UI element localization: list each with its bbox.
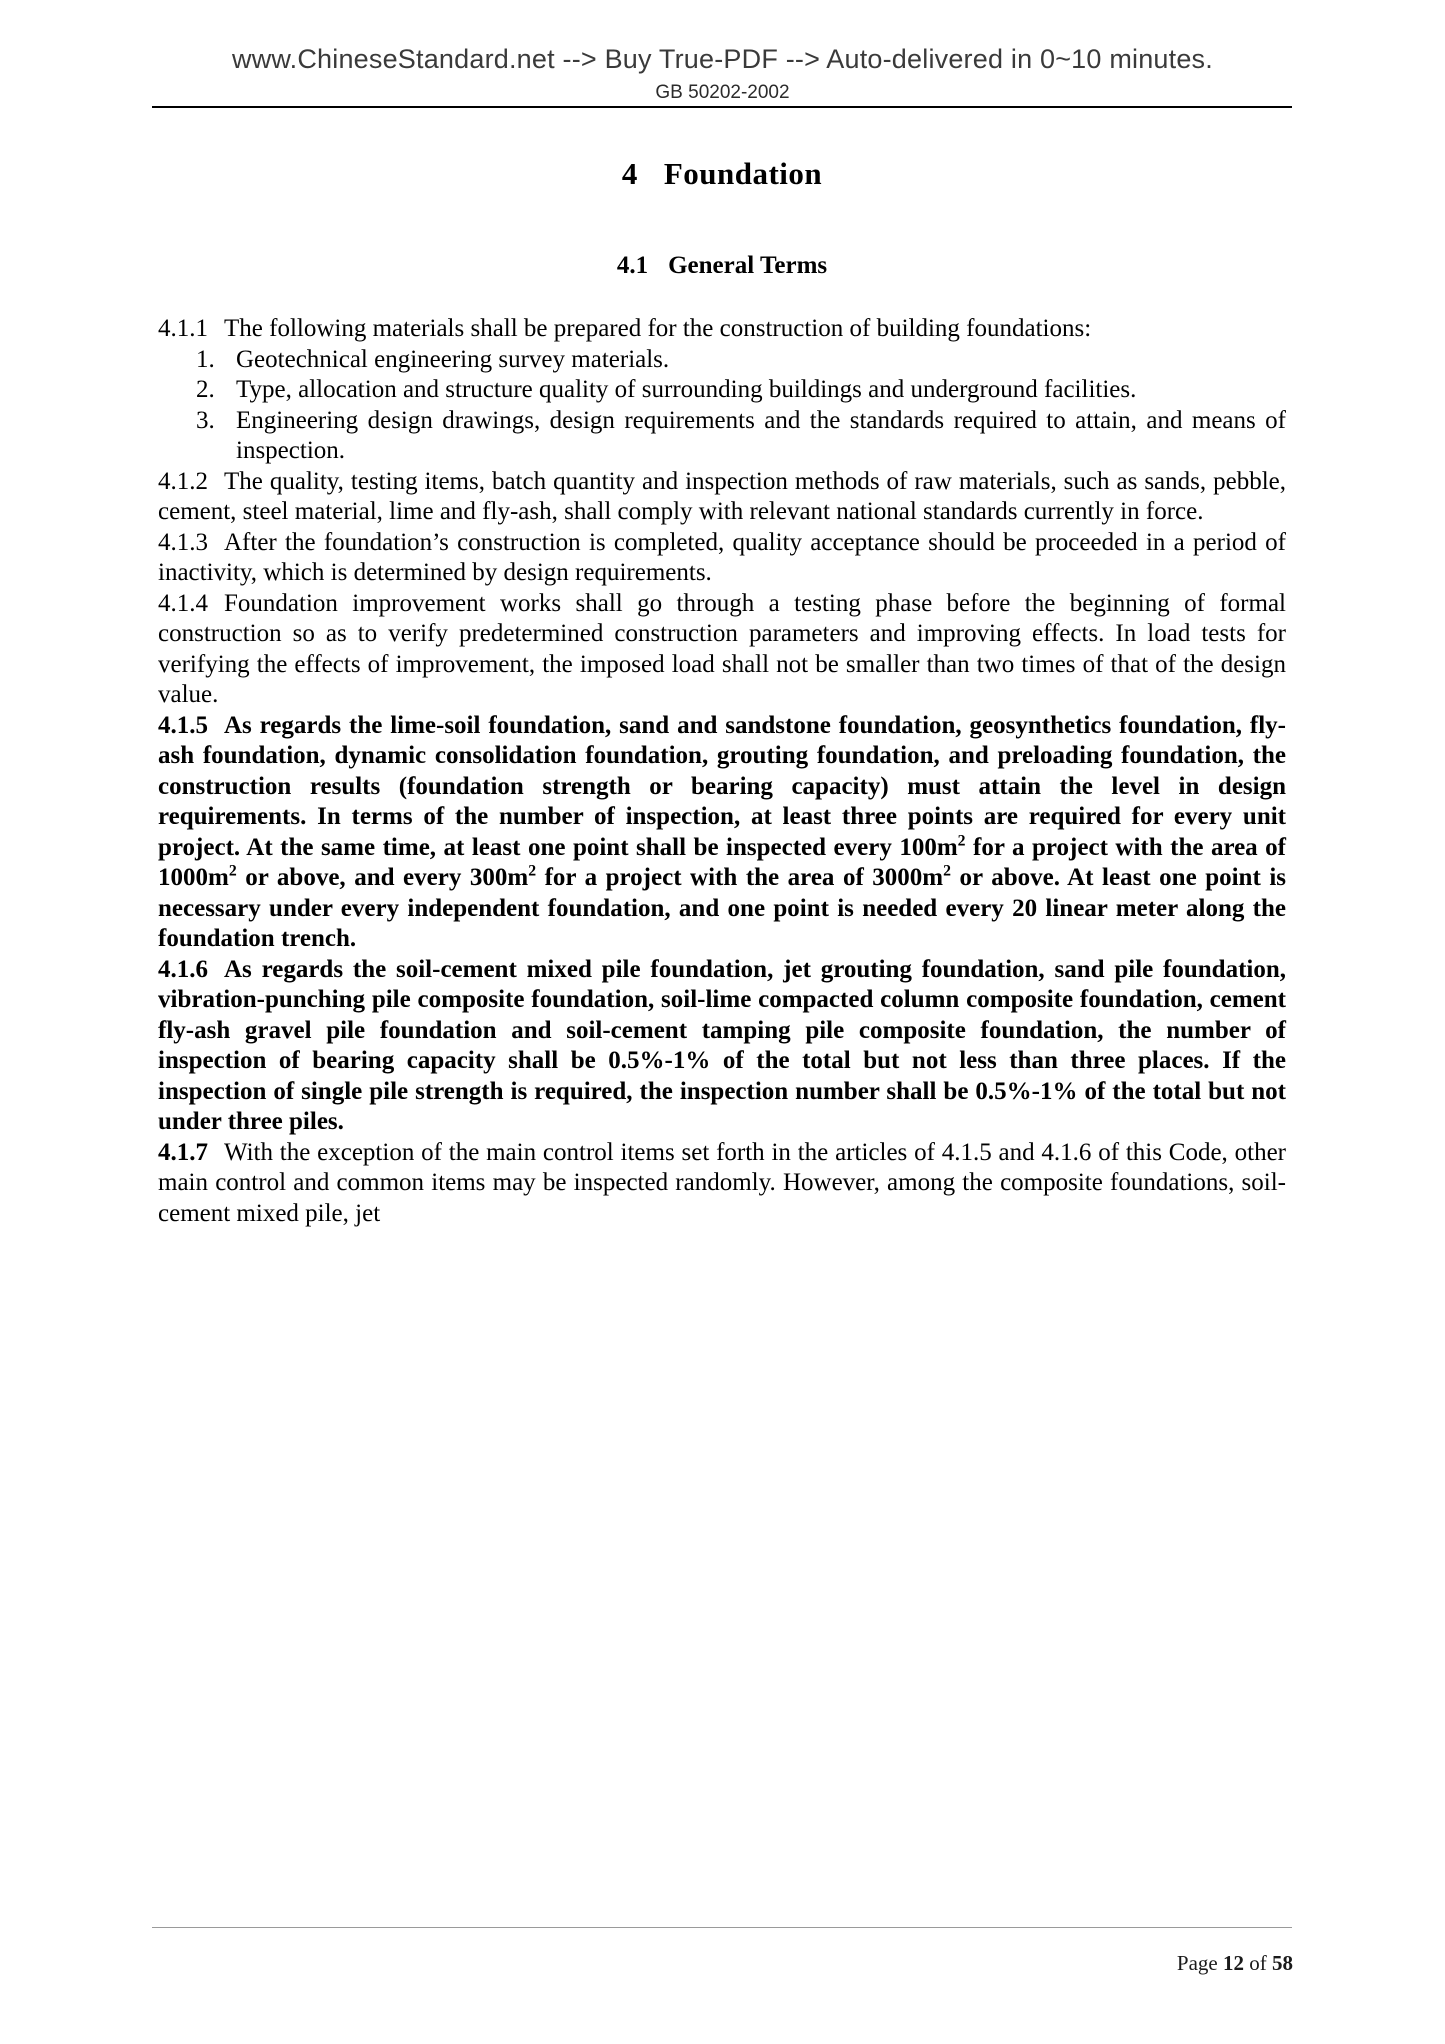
list-item-text: Type, allocation and structure quality of surrounding buildings and underground facilities.	[236, 376, 1137, 403]
clause-index: 4.1.1	[158, 315, 208, 342]
page-title	[158, 156, 1286, 192]
clause-4-1-1-list	[158, 345, 1286, 467]
section-number: 4.1	[616, 252, 649, 279]
clause-4-1-4	[158, 589, 1286, 711]
clause-text-part: for a project with the area of 3000m	[536, 864, 944, 891]
clause-text: As regards the soil-cement mixed pile foundation, jet grouting foundation, sand pile foundation, vibration-punching pile composite foundation, soil-lime compacted column composite foundation, cement fly-ash gravel pile foundation and soil-cement tamping pile composite foundation, the number of inspection of bearing capacity shall be 0.5%-1% of the total but not less than three places. If the inspection of single pile strength is required, the inspection number shall be 0.5%-1% of the total but not under three piles.	[158, 955, 1286, 1135]
clause-4-1-7	[158, 1138, 1286, 1230]
header-divider	[152, 106, 1292, 108]
clause-text-part: or above, and every 300m	[236, 864, 529, 891]
chapter-title-text: Foundation	[663, 156, 823, 191]
footer-divider	[152, 1927, 1292, 1928]
list-item-text: Engineering design drawings, design requirements and the standards required to attain, and means of inspection.	[236, 406, 1286, 464]
superscript-square: 2	[528, 862, 537, 880]
footer-page-prefix: Page	[1176, 1951, 1223, 1975]
clause-index: 4.1.3	[158, 528, 208, 556]
clause-text-part: or above. At least one point is necessary under every independent foundation, and one point is needed every 20 linear meter along the foundation trench.	[158, 864, 1286, 952]
footer-page-indicator	[1177, 1951, 1293, 1976]
clause-index: 4.1.6	[158, 955, 208, 983]
clause-text: With the exception of the main control items set forth in the articles of 4.1.5 and 4.1.6 of this Code, other main control and common items may be inspected randomly. However, among the composite foundations, soil-cement mixed pile, jet	[158, 1138, 1286, 1227]
superscript-square: 2	[228, 862, 237, 880]
clause-text: Foundation improvement works shall go through a testing phase before the beginning of formal construction so as to verify predetermined construction parameters and improving effects. In load tests for verifying the effects of improvement, the imposed load shall not be smaller than two times of that of the design value.	[158, 589, 1286, 708]
list-item	[158, 345, 1286, 376]
clause-index: 4.1.7	[158, 1138, 208, 1166]
footer-page-middle: of	[1244, 1951, 1272, 1975]
list-marker: 3.	[196, 406, 215, 434]
footer-page-total: 58	[1272, 1951, 1293, 1975]
clause-index: 4.1.5	[158, 711, 208, 739]
list-item	[158, 375, 1286, 406]
list-marker: 1.	[196, 345, 215, 373]
clause-text-part: for a project with the area of 1000m	[158, 833, 1287, 891]
header-standard-number: GB 50202-2002	[655, 82, 790, 103]
clause-4-1-3	[158, 528, 1286, 589]
clause-4-1-1	[158, 314, 1286, 345]
superscript-square: 2	[957, 832, 966, 850]
chapter-number: 4	[621, 156, 638, 191]
clause-index: 4.1.4	[158, 589, 208, 617]
clause-index: 4.1.2	[158, 467, 208, 495]
document-content	[158, 140, 1286, 1229]
superscript-square: 2	[943, 862, 952, 880]
clause-text: The quality, testing items, batch quantity and inspection methods of raw materials, such as sands, pebble, cement, steel material, lime and fly-ash, shall comply with relevant national standards currently in force.	[158, 467, 1286, 525]
section-heading	[158, 252, 1286, 280]
clause-text: The following materials shall be prepared for the construction of building foundations:	[224, 315, 1092, 342]
list-item-text: Geotechnical engineering survey materials.	[236, 345, 670, 373]
section-title-text: General Terms	[668, 252, 828, 279]
clause-4-1-2	[158, 467, 1286, 528]
list-marker: 2.	[196, 376, 215, 403]
list-item	[158, 406, 1286, 467]
clause-text-part: As regards the lime-soil foundation, sand and sandstone foundation, geosynthetics foundation, fly-ash foundation, dynamic consolidation foundation, grouting foundation, and preloading foundation, the construction results (foundation strength or bearing capacity) must attain the level in design requirements. In terms of the number of inspection, at least three points are required for every unit project. At the same time, at least one point shall be inspected every 100m	[158, 711, 1286, 861]
footer-page-number: 12	[1223, 1951, 1244, 1975]
clause-4-1-6	[158, 955, 1286, 1138]
header-promo-text: www.ChineseStandard.net --> Buy True-PDF --> Auto-delivered in 0~10 minutes.	[232, 44, 1213, 74]
clause-4-1-5	[158, 711, 1286, 955]
clause-text: After the foundation’s construction is completed, quality acceptance should be proceeded in a period of inactivity, which is determined by design requirements.	[158, 528, 1286, 586]
